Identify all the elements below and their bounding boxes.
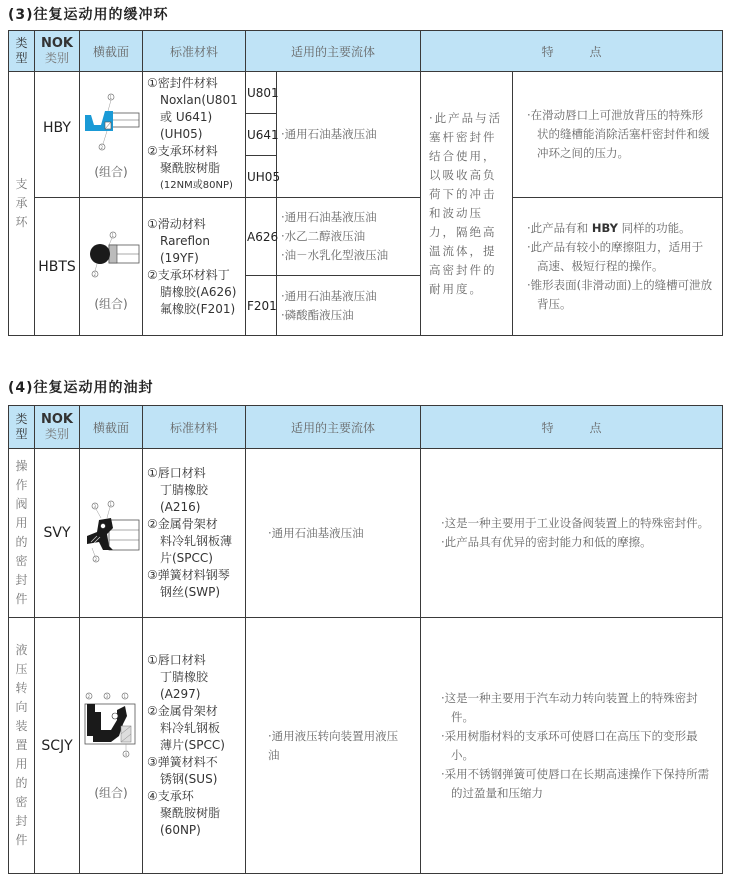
header-material: 标准材料	[143, 31, 246, 72]
header-fluid: 适用的主要流体	[246, 31, 421, 72]
type-label: 操 作 阀 用 的 密 封 件	[9, 449, 35, 618]
feature-cell: ·在滑动唇口上可泄放背压的特殊形状的缝槽能消除活塞杆密封件和缓冲环之间的压力。	[513, 72, 723, 198]
table-row-hby	[9, 72, 723, 114]
fluid-cell: ·通用石油基液压油	[277, 72, 421, 198]
svg-text:2: 2	[93, 272, 97, 277]
grade-a626: A626	[246, 198, 277, 276]
combination-label: (组合)	[94, 786, 128, 800]
header-nok: NOK 类别	[35, 31, 80, 72]
svg-text:3: 3	[105, 694, 109, 699]
grade-u641: U641	[246, 114, 277, 156]
svg-text:1: 1	[109, 502, 113, 507]
hby-seal-diagram-icon	[81, 89, 141, 159]
fluid-cell: ·通用液压转向装置用液压油	[246, 618, 421, 874]
grade-f201: F201	[246, 276, 277, 336]
type-label: 液 压 转 向 装 置 用 的 密 封 件	[9, 618, 35, 874]
material-cell: ①滑动材料 Rareflon (19YF) ②支承环材料丁 腈橡胶(A626) 氟橡胶(F201)	[143, 198, 246, 336]
cross-section-cell	[80, 198, 143, 336]
header-material: 标准材料	[143, 406, 246, 449]
cross-section-cell	[80, 449, 143, 618]
table-row-hbts	[9, 198, 723, 276]
nok-code: HBTS	[35, 198, 80, 336]
section4-title: (4)往复运动用的油封	[8, 380, 154, 396]
svg-text:3: 3	[93, 504, 97, 509]
table-header	[9, 406, 723, 449]
header-features: 特 点	[421, 406, 723, 449]
feature-cell: ·这是一种主要用于工业设备阀装置上的特殊密封件。 ·此产品具有优异的密封能力和低的摩擦。	[421, 449, 723, 618]
buffer-ring-table	[8, 30, 723, 336]
svg-text:1: 1	[123, 694, 127, 699]
header-nok: NOK 类别	[35, 406, 80, 449]
combination-label: (组合)	[94, 297, 128, 311]
table-header	[9, 31, 723, 72]
svg-text:2: 2	[100, 145, 104, 150]
header-cross-section: 横截面	[80, 406, 143, 449]
nok-code: SVY	[35, 449, 80, 618]
svy-seal-diagram-icon	[81, 498, 141, 568]
svg-text:2: 2	[94, 557, 98, 562]
grade-uh05: UH05	[246, 156, 277, 198]
fluid-cell-f201: ·通用石油基液压油 ·磷酸酯液压油	[277, 276, 421, 336]
fluid-cell-a626: ·通用石油基液压油 ·水乙二醇液压油 ·油－水乳化型液压油	[277, 198, 421, 276]
feature-cell: ·这是一种主要用于汽车动力转向装置上的特殊密封件。 ·采用树脂材料的支承环可使唇口在高压下的变形最小。 ·采用不锈钢弹簧可使唇口在长期高速操作下保持所需的过盈量和压缩力	[421, 618, 723, 874]
svg-text:4: 4	[124, 752, 128, 757]
material-cell: ①唇口材料 丁腈橡胶 (A216) ②金属骨架材 料冷轧钢板薄 片(SPCC) ③弹簧材料钢琴 钢丝(SWP)	[143, 449, 246, 618]
nok-code: HBY	[35, 72, 80, 198]
header-features: 特 点	[421, 31, 723, 72]
svg-text:1: 1	[111, 233, 115, 238]
feature-cell: ·此产品有和 HBY 同样的功能。 ·此产品有较小的摩擦阻力，适用于高速、极短行程的操作。 ·锥形表面(非滑动面)上的缝槽可泄放背压。	[513, 198, 723, 336]
combination-label: (组合)	[94, 165, 128, 179]
section3-title: (3)往复运动用的缓冲环	[8, 7, 169, 23]
table-row-scjy	[9, 618, 723, 874]
nok-code: SCJY	[35, 618, 80, 874]
cross-section-cell	[80, 618, 143, 874]
material-cell: ①密封件材料 Noxlan(U801 或 U641) (UH05) ②支承环材料 聚酰胺树脂 (12NM或80NP)	[143, 72, 246, 198]
material-cell: ①唇口材料 丁腈橡胶 (A297) ②金属骨架材 料冷轧钢板 薄片(SPCC) ③弹簧材料不 锈钢(SUS) ④支承环 聚酰胺树脂 (60NP)	[143, 618, 246, 874]
svg-text:1: 1	[109, 95, 113, 100]
table-row-svy	[9, 449, 723, 618]
header-cross-section: 横截面	[80, 31, 143, 72]
scjy-seal-diagram-icon	[81, 690, 141, 770]
type-label: 支 承 环	[9, 72, 35, 336]
hbts-seal-diagram-icon	[81, 221, 141, 291]
header-fluid: 适用的主要流体	[246, 406, 421, 449]
oil-seal-table	[8, 405, 723, 874]
svg-text:2: 2	[87, 694, 91, 699]
cross-section-cell	[80, 72, 143, 198]
fluid-cell: ·通用石油基液压油	[246, 449, 421, 618]
shared-feature-cell: ·此产品与活塞杆密封件结合使用，以吸收高负荷下的冲击和波动压力，隔绝高温流体，提高密封件的耐用度。	[421, 72, 513, 336]
grade-u801: U801	[246, 72, 277, 114]
header-type: 类 型	[9, 406, 35, 449]
header-type: 类 型	[9, 31, 35, 72]
